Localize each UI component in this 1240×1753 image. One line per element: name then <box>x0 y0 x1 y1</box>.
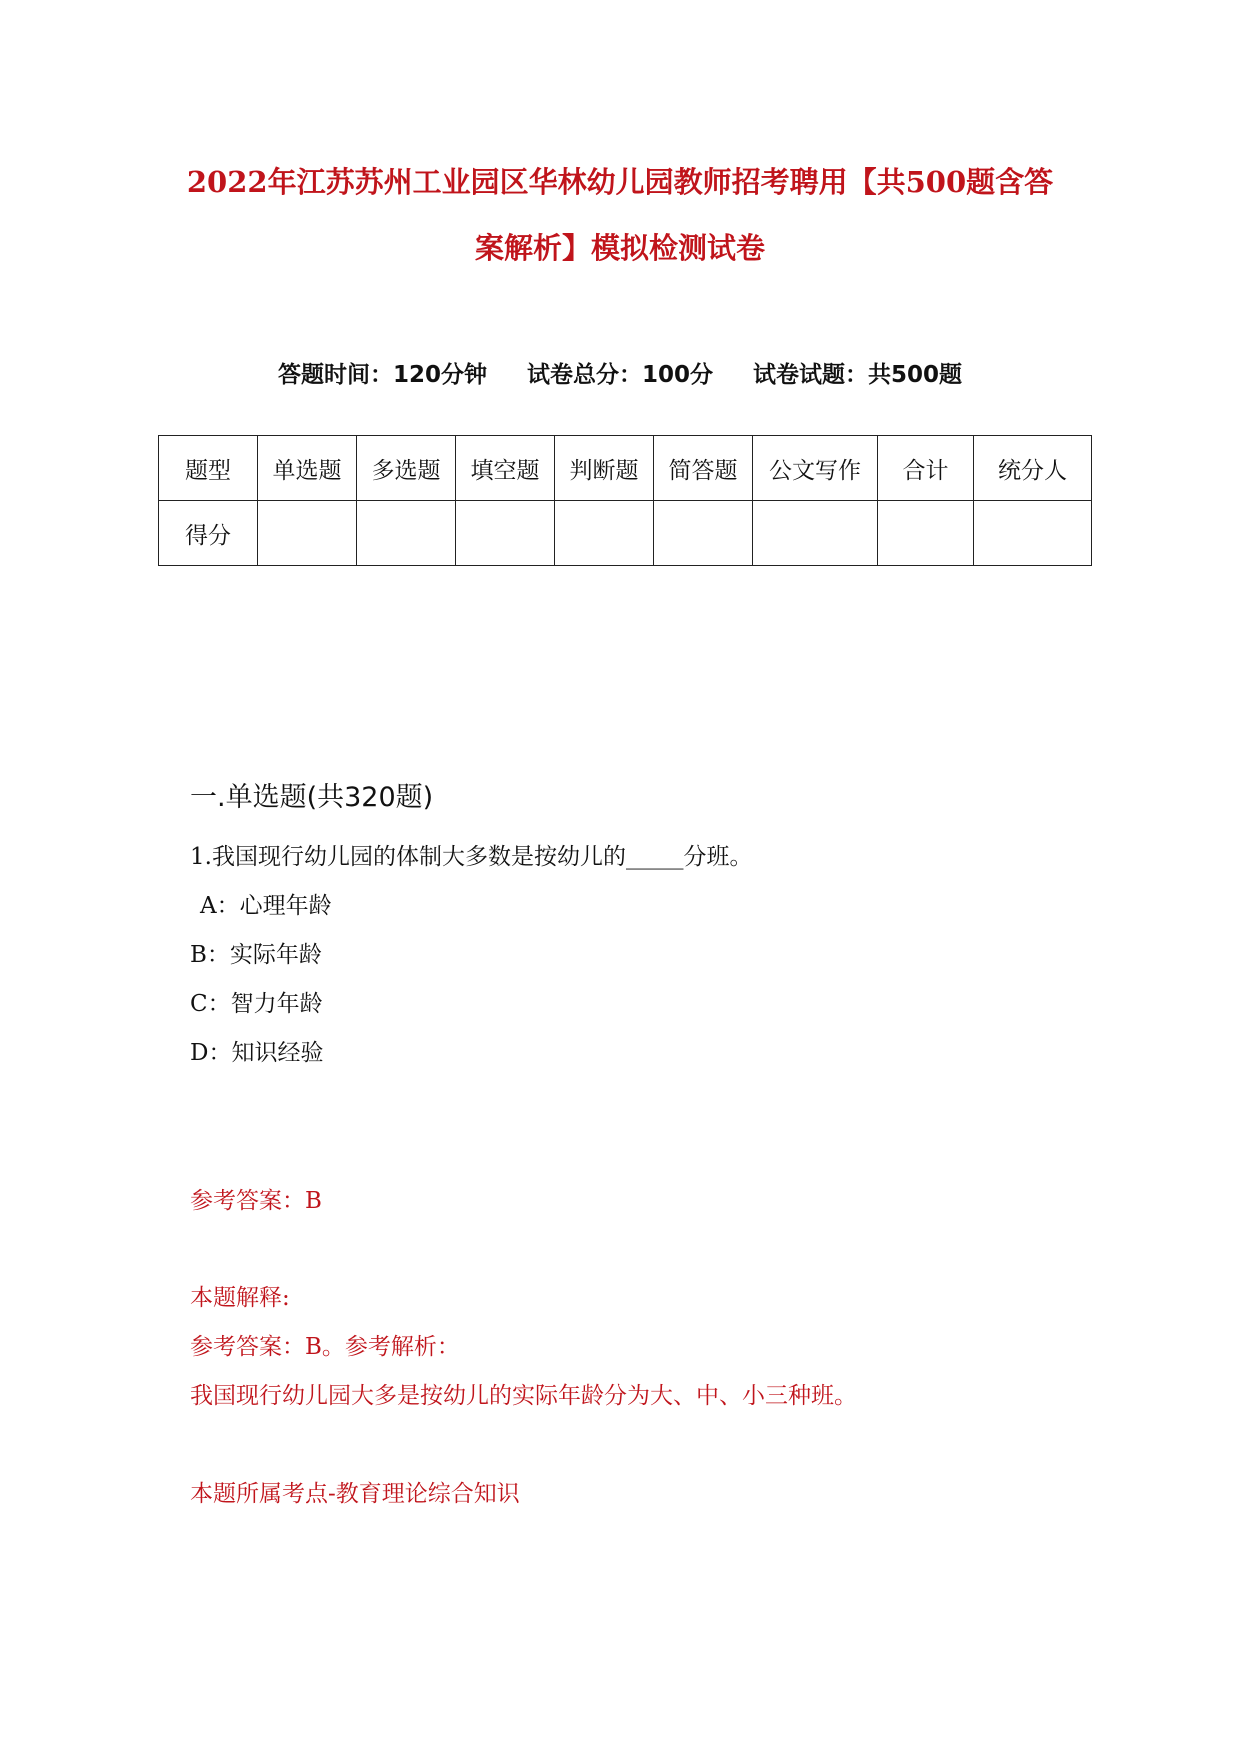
score-cell <box>258 501 357 566</box>
score-table-score-row <box>159 501 1092 566</box>
option-a: A：心理年龄 <box>200 893 332 919</box>
score-row-label: 得分 <box>159 501 258 566</box>
exam-total-score: 试卷总分：100分 <box>526 362 713 388</box>
exam-meta <box>150 360 1090 390</box>
score-cell <box>878 501 974 566</box>
score-cell <box>654 501 753 566</box>
reference-answer: 参考答案：B <box>190 1188 322 1214</box>
score-cell <box>753 501 878 566</box>
explanation-answer: 参考答案：B。参考解析： <box>190 1334 460 1360</box>
score-table-header-cell: 单选题 <box>258 436 357 501</box>
exam-time: 答题时间：120分钟 <box>277 362 487 388</box>
explanation-label: 本题解释: <box>190 1285 290 1311</box>
score-cell <box>357 501 456 566</box>
score-cell <box>555 501 654 566</box>
question-text: 1.我国现行幼儿园的体制大多数是按幼儿的_____分班。 <box>190 844 753 870</box>
document-title-line-2: 案解析】模拟检测试卷 <box>474 231 765 265</box>
score-table-header-cell: 合计 <box>878 436 974 501</box>
option-c: C：智力年龄 <box>190 991 323 1017</box>
explanation-text: 我国现行幼儿园大多是按幼儿的实际年龄分为大、中、小三种班。 <box>190 1383 857 1409</box>
score-table-header-cell: 简答题 <box>654 436 753 501</box>
knowledge-point: 本题所属考点-教育理论综合知识 <box>190 1481 520 1507</box>
score-table <box>158 435 1092 566</box>
score-table-header-cell: 统分人 <box>974 436 1092 501</box>
score-table-header-cell: 填空题 <box>456 436 555 501</box>
section-heading: 一.单选题(共320题) <box>190 782 434 813</box>
score-cell <box>974 501 1092 566</box>
score-table-header-cell: 题型 <box>159 436 258 501</box>
score-cell <box>456 501 555 566</box>
score-table-header-cell: 多选题 <box>357 436 456 501</box>
score-table-header-row <box>159 436 1092 501</box>
document-title-line-1: 2022年江苏苏州工业园区华林幼儿园教师招考聘用【共500题含答 <box>186 165 1054 199</box>
option-b: B：实际年龄 <box>190 942 322 968</box>
score-table-header-cell: 判断题 <box>555 436 654 501</box>
exam-question-count: 试卷试题：共500题 <box>753 362 963 388</box>
option-d: D：知识经验 <box>190 1040 324 1066</box>
score-table-header-cell: 公文写作 <box>753 436 878 501</box>
